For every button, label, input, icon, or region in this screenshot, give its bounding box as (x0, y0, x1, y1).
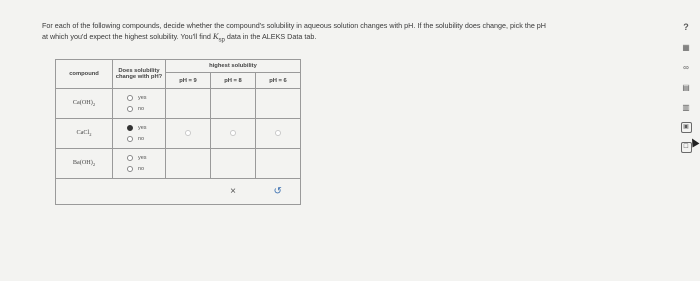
calculator-icon[interactable]: ▦ (682, 43, 690, 52)
cell-baoh2-ph6 (256, 149, 301, 179)
change-options-baoh2 (113, 149, 166, 179)
instructions (42, 20, 652, 46)
compound-cacl2: CaCl$_2$ (56, 119, 113, 149)
radio-yes-baoh2[interactable] (127, 155, 133, 161)
tool-sidebar (678, 22, 694, 153)
undo-cell (256, 179, 301, 205)
header-highest-solubility: highest solubility (166, 60, 301, 73)
checkbox-icon[interactable]: ☐ (681, 142, 692, 153)
ksp-symbol: K (212, 31, 219, 41)
option-no-baoh2[interactable]: no (127, 164, 165, 175)
undo-button[interactable]: ↺ (273, 186, 282, 197)
data-icon[interactable]: ∞ (683, 63, 689, 72)
header-ph-8: pH = 8 (211, 73, 256, 89)
cell-caoh2-ph9 (166, 89, 211, 119)
table-row-caoh2 (56, 89, 301, 119)
cell-caoh2-ph6 (256, 89, 301, 119)
radio-cacl2-ph9[interactable] (185, 130, 191, 136)
radio-no-caoh2[interactable] (127, 106, 133, 112)
change-options-caoh2 (113, 89, 166, 119)
radio-no-cacl2[interactable] (127, 136, 133, 142)
periodic-table-icon[interactable]: ▤ (682, 83, 690, 92)
radio-yes-cacl2[interactable] (127, 125, 133, 131)
option-no-caoh2[interactable]: no (127, 104, 165, 115)
change-options-cacl2 (113, 119, 166, 149)
cell-baoh2-ph9 (166, 149, 211, 179)
option-no-cacl2[interactable]: no (127, 134, 165, 145)
table-row-cacl2 (56, 119, 301, 149)
instructions-line-2: at which you'd expect the highest solubility. You'll find $K_{sp}$ data in the ALEKS Data tab. (42, 31, 317, 44)
table-row-baoh2 (56, 149, 301, 179)
header-solubility-change: Does solubility change with pH? (113, 60, 166, 89)
option-yes-cacl2[interactable]: yes (127, 123, 165, 134)
clear-button[interactable]: × (230, 186, 236, 197)
radio-no-baoh2[interactable] (127, 166, 133, 172)
table-footer (56, 179, 301, 205)
help-icon[interactable]: ? (683, 22, 689, 32)
cell-cacl2-ph6 (256, 119, 301, 149)
cell-caoh2-ph8 (211, 89, 256, 119)
option-yes-caoh2[interactable]: yes (127, 93, 165, 104)
option-yes-baoh2[interactable]: yes (127, 153, 165, 164)
compound-baoh2: $Ba(OH)_2$ (56, 149, 113, 179)
radio-yes-caoh2[interactable] (127, 95, 133, 101)
header-ph-9: pH = 9 (166, 73, 211, 89)
cell-cacl2-ph8 (211, 119, 256, 149)
cell-cacl2-ph9 (166, 119, 211, 149)
header-ph-6: pH = 6 (256, 73, 301, 89)
table-icon[interactable]: ▣ (681, 122, 692, 133)
header-compound: compound (56, 60, 113, 89)
solubility-table (55, 59, 301, 205)
instructions-line-1: For each of the following compounds, decide whether the compound's solubility in aqueous solution changes with pH. If the solubility does change, pick the pH (42, 21, 546, 30)
radio-cacl2-ph8[interactable] (230, 130, 236, 136)
chart-icon[interactable]: ▥ (682, 103, 690, 112)
compound-caoh2: $Ca(OH)_2$ (56, 89, 113, 119)
cell-baoh2-ph8 (211, 149, 256, 179)
clear-cell (211, 179, 256, 205)
radio-cacl2-ph6[interactable] (275, 130, 281, 136)
